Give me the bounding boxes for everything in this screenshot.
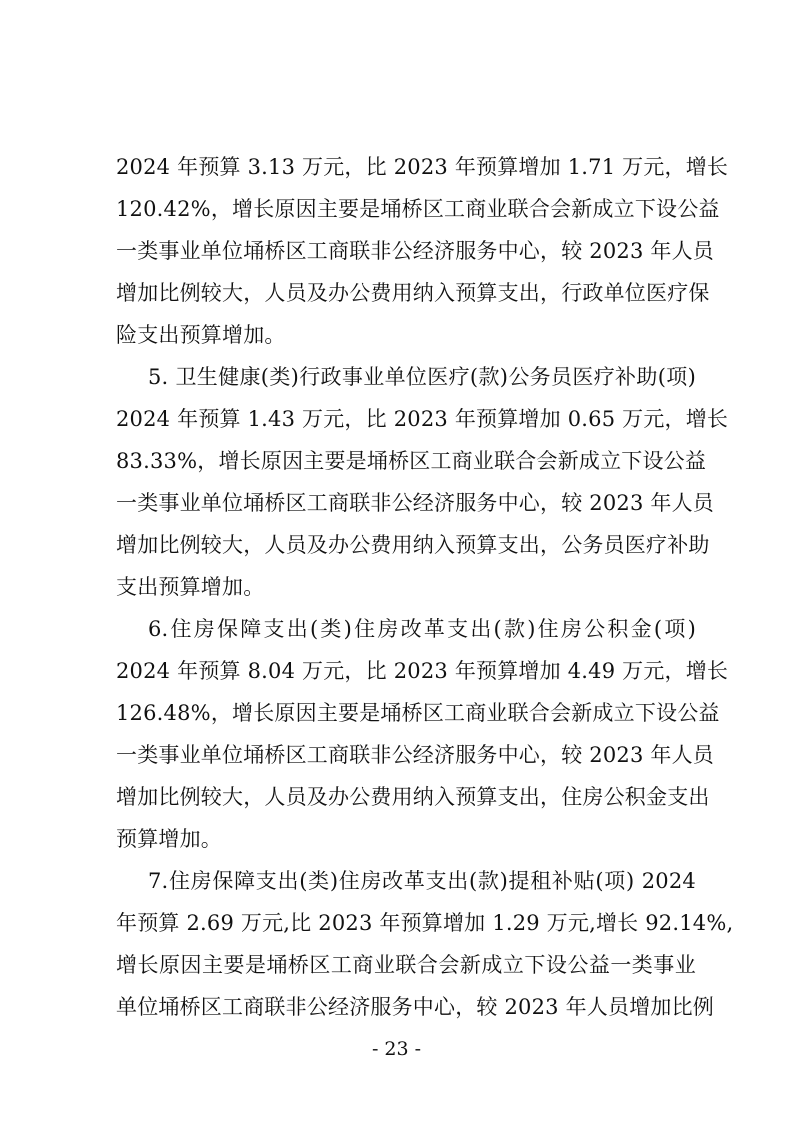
- paragraph-item-6: [116, 608, 729, 860]
- text-line: 单位埇桥区工商联非公经济服务中心，较 2023 年人员增加比例: [116, 995, 714, 1019]
- text-line: 120.42%，增长原因主要是埇桥区工商业联合会新成立下设公益: [116, 197, 720, 221]
- text-line: 一类事业单位埇桥区工商联非公经济服务中心，较 2023 年人员: [116, 491, 714, 515]
- text-line: 增长原因主要是埇桥区工商业联合会新成立下设公益一类事业: [116, 953, 696, 977]
- text-line: 83.33%，增长原因主要是埇桥区工商业联合会新成立下设公益: [116, 449, 707, 473]
- text-line: 2024 年预算 1.43 万元，比 2023 年预算增加 0.65 万元，增长: [116, 407, 729, 431]
- item-heading-line: 7.住房保障支出(类)住房改革支出(款)提租补贴(项) 2024: [148, 869, 696, 893]
- paragraph-item-5: [116, 356, 729, 608]
- item-heading-line: 6.住房保障支出(类)住房改革支出(款)住房公积金(项): [148, 617, 696, 641]
- document-body: [116, 146, 734, 1028]
- text-line: 预算增加。: [116, 827, 222, 851]
- text-line: 一类事业单位埇桥区工商联非公经济服务中心，较 2023 年人员: [116, 239, 714, 263]
- item-heading-line: 5. 卫生健康(类)行政事业单位医疗(款)公务员医疗补助(项): [148, 365, 696, 389]
- text-line: 126.48%，增长原因主要是埇桥区工商业联合会新成立下设公益: [116, 701, 720, 725]
- text-line: 险支出预算增加。: [116, 323, 286, 347]
- page-number: - 23 -: [371, 1038, 422, 1060]
- text-line: 增加比例较大，人员及办公费用纳入预算支出，住房公积金支出: [116, 785, 710, 809]
- text-line: 支出预算增加。: [116, 575, 265, 599]
- text-line: 增加比例较大，人员及办公费用纳入预算支出，行政单位医疗保: [116, 281, 710, 305]
- text-line: 年预算 2.69 万元,比 2023 年预算增加 1.29 万元,增长 92.14%,: [116, 911, 734, 935]
- paragraph-continued: [116, 146, 729, 356]
- text-line: 2024 年预算 3.13 万元，比 2023 年预算增加 1.71 万元，增长: [116, 155, 729, 179]
- text-line: 增加比例较大，人员及办公费用纳入预算支出，公务员医疗补助: [116, 533, 710, 557]
- text-line: 一类事业单位埇桥区工商联非公经济服务中心，较 2023 年人员: [116, 743, 714, 767]
- text-line: 2024 年预算 8.04 万元，比 2023 年预算增加 4.49 万元，增长: [116, 659, 729, 683]
- paragraph-item-7: [116, 860, 734, 1028]
